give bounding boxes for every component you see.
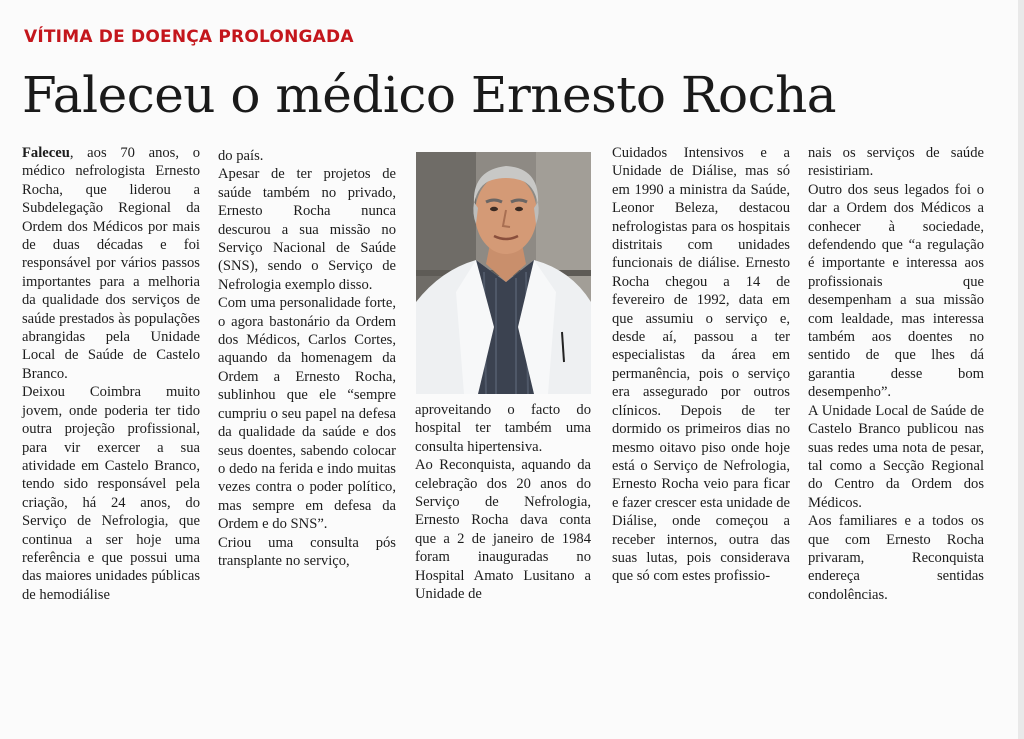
portrait-photo [416,152,591,394]
paragraph: Deixou Coimbra muito jovem, onde poderia ter tido outra projeção profissional, para vir exercer a sua atividade em Castelo Branco, tendo sido responsável pela criação, há 24 anos, do Serviço de Nefrologia, que continua a ser hoje uma referência e que possui uma das maiores unidades públicas de hemodiálise [22,384,200,603]
paragraph: Outro dos seus legados foi o dar a Ordem dos Médicos a conhecer à sociedade, defendendo que “a regulação é importante e interessa aos profissionais que desempenham a sua missão com lealdade, mas interessa também aos doentes no sentido de que lhes dá garantia desse bom desempenho”. [808,181,984,401]
paragraph: Com uma personalidade forte, o agora bastonário da Ordem dos Médicos, Carlos Cortes, aquando da homenagem da Ordem a Ernesto Rocha, sublinhou que ele “sempre cumpriu o seu papel na defesa da qualidade da saúde e dos seus doentes, sabendo colocar o dedo na ferida e indo muitas vezes contra o poder político, mas sempre em defesa da Ordem e do SNS”. [218,295,396,533]
article-column-3 [415,401,591,603]
paragraph [22,144,200,383]
paragraph: Criou uma consulta pós transplante no serviço, [218,534,396,569]
article-headline: Faleceu o médico Ernesto Rocha [22,66,837,124]
paragraph: Cuidados Intensivos e a Unidade de Diálise, mas só em 1990 a ministra da Saúde, Leonor Beleza, destacou nefrologistas para os hospitais distritais com unidades funcionais de diálise. Ernesto Rocha chegou a 14 de fevereiro de 1992, data em que assumiu o serviço e, desde aí, passou a ter especialistas da área em permanência, pois o serviço era assegurado por outros clínicos. Depois de ter dormido os primeiros dias no mesmo oitavo piso onde hoje está o Serviço de Nefrologia, Ernesto Rocha veio para ficar e fazer crescer esta unidade de Diálise, onde começou a receber internos, outra das suas lutas, pois considerava que só com estes profissio- [612,145,790,585]
paragraph: nais os serviços de saúde resistiriam. [808,145,984,180]
paragraph: Ao Reconquista, aquando da celebração dos 20 anos do Serviço de Nefrologia, Ernesto Rocha dava conta que a 2 de janeiro de 1984 foram inauguradas no Hospital Amato Lusitano a Unidade de [415,457,591,603]
page-edge [1018,0,1024,739]
paragraph: Aos familiares e a todos os que com Ernesto Rocha privaram, Reconquista endereça sentidas condolências. [808,513,984,603]
portrait-illustration [416,152,591,394]
article-column-5 [808,144,984,604]
article-column-4 [612,144,790,586]
paragraph: do país. [218,148,264,164]
article-column-2 [218,147,396,570]
lead-word: Faleceu [22,145,70,161]
paragraph-text: , aos 70 anos, o médico nefrologista Ernesto Rocha, que liderou a Subdelegação Regional da Ordem dos Médicos por mais de duas décadas e foi responsável por vários passos importantes para a melhoria da qualidade dos serviços de saúde prestados às populações abrangidas pela Unidade Local de Saúde de Castelo Branco. [22,145,200,382]
paragraph: Apesar de ter projetos de saúde também no privado, Ernesto Rocha nunca descurou a sua missão no Serviço Nacional de Saúde (SNS), sendo o Serviço de Nefrologia exemplo disso. [218,166,396,293]
paragraph: aproveitando o facto do hospital ter também uma consulta hipertensiva. [415,402,591,455]
paragraph: A Unidade Local de Saúde de Castelo Branco publicou nas suas redes uma nota de pesar, tal como a Secção Regional do Centro da Ordem dos Médicos. [808,402,984,511]
article-column-1 [22,144,200,604]
article-kicker: VÍTIMA DE DOENÇA PROLONGADA [24,27,354,47]
